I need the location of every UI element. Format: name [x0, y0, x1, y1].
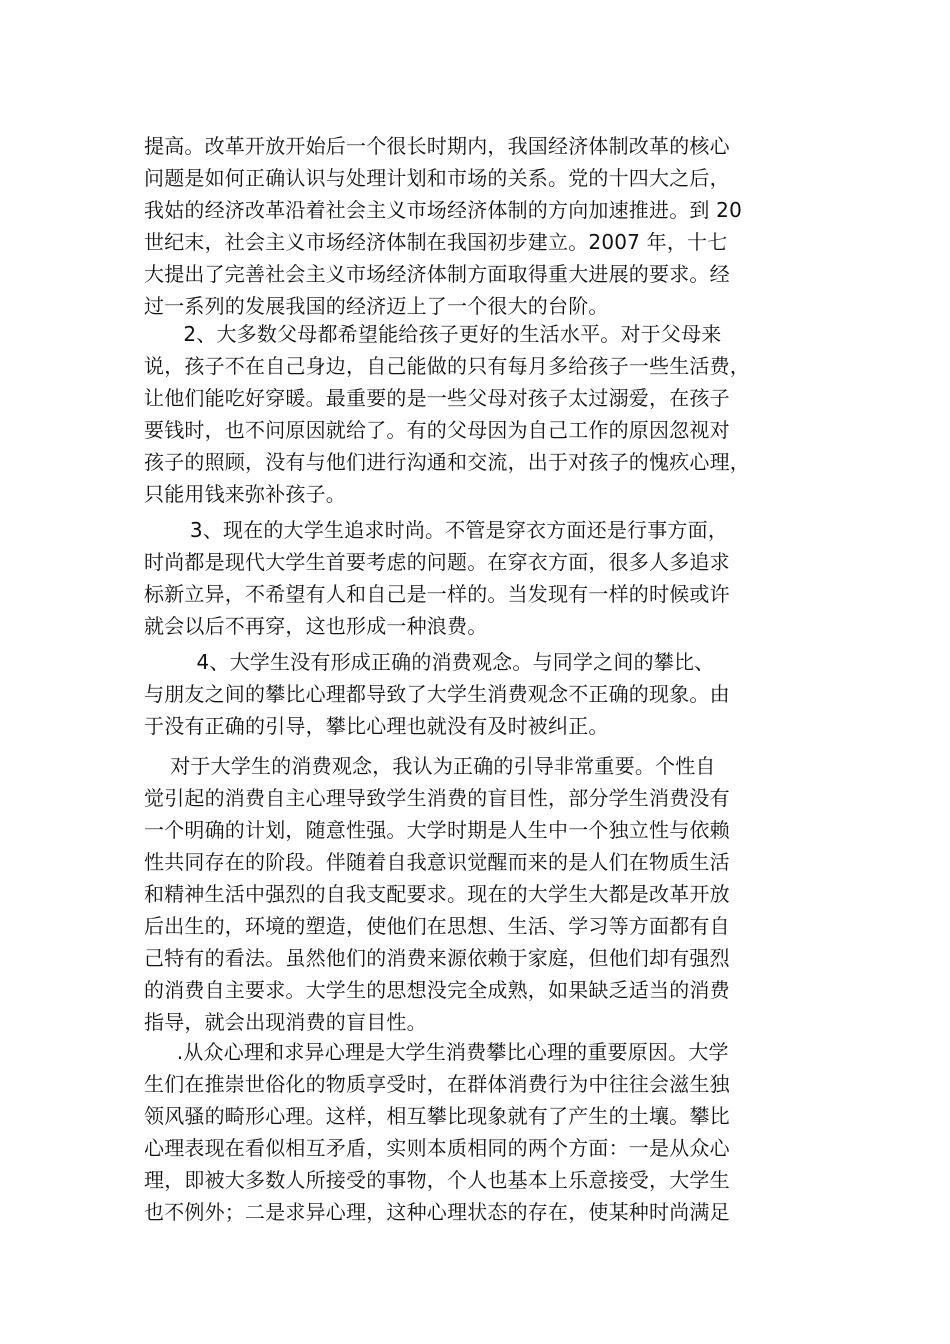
text-line: 的消费自主要求。大学生的思想没完全成熟，如果缺乏适当的消费 — [144, 978, 730, 1002]
text-line: 觉引起的消费自主心理导致学生消费的盲目性，部分学生消费没有 — [144, 786, 730, 810]
text-line: 只能用钱来弥补孩子。 — [144, 482, 346, 506]
paragraph-economic-reform — [144, 130, 806, 322]
text-line: 让他们能吃好穿暖。最重要的是一些父母对孩子太过溺爱，在孩子 — [144, 386, 730, 410]
text-line: .从众心理和求异心理是大学生消费攀比心理的重要原因。大学 — [144, 1040, 729, 1064]
text-line: 与朋友之间的攀比心理都导致了大学生消费观念不正确的现象。由 — [144, 682, 730, 706]
text-line: 孩子的照顾，没有与他们进行沟通和交流，出于对孩子的愧疚心理， — [144, 450, 750, 474]
text-line: 性共同存在的阶段。伴随着自我意识觉醒而来的是人们在物质生活 — [144, 850, 730, 874]
text-line: 指导，就会出现消费的盲目性。 — [144, 1010, 427, 1034]
text-line: 世纪末，社会主义市场经济体制在我国初步建立。2007 年，十七 — [144, 230, 728, 254]
text-line: 后出生的，环境的塑造，使他们在思想、生活、学习等方面都有自 — [144, 914, 730, 938]
text-line: 生们在推崇世俗化的物质享受时，在群体消费行为中往往会滋生独 — [144, 1072, 730, 1096]
text-line: 过一系列的发展我国的经济迈上了一个很大的台阶。 — [144, 294, 609, 318]
text-line: 4、大学生没有形成正确的消费观念。与同学之间的攀比、 — [144, 650, 715, 674]
text-line: 理，即被大多数人所接受的事物，个人也基本上乐意接受，大学生 — [144, 1168, 730, 1192]
text-line: 对于大学生的消费观念，我认为正确的引导非常重要。个性自 — [144, 754, 716, 778]
text-line: 于没有正确的引导，攀比心理也就没有及时被纠正。 — [144, 714, 609, 738]
text-line: 心理表现在看似相互矛盾，实则本质相同的两个方面：一是从众心 — [144, 1136, 730, 1160]
text-line: 2、大多数父母都希望能给孩子更好的生活水平。对于父母来 — [144, 322, 722, 346]
text-line: 领风骚的畸形心理。这样，相互攀比现象就有了产生的土壤。攀比 — [144, 1104, 730, 1128]
text-line: 标新立异，不希望有人和自己是一样的。当发现有一样的时候或许 — [144, 582, 730, 606]
paragraph-fashion — [144, 514, 806, 642]
text-line: 一个明确的计划，随意性强。大学时期是人生中一个独立性与依赖 — [144, 818, 730, 842]
text-line: 和精神生活中强烈的自我支配要求。现在的大学生大都是改革开放 — [144, 882, 730, 906]
text-line: 提高。改革开放开始后一个很长时期内，我国经济体制改革的核心 — [144, 134, 730, 158]
text-line: 己特有的看法。虽然他们的消费来源依赖于家庭，但他们却有强烈 — [144, 946, 730, 970]
text-line: 说，孩子不在自己身边，自己能做的只有每月多给孩子一些生活费， — [144, 354, 750, 378]
paragraph-consumption-concept — [144, 646, 806, 742]
paragraph-guidance — [144, 750, 806, 1038]
text-line: 也不例外；二是求异心理，这种心理状态的存在，使某种时尚满足 — [144, 1200, 730, 1224]
text-line: 就会以后不再穿，这也形成一种浪费。 — [144, 614, 488, 638]
text-line: 3、现在的大学生追求时尚。不管是穿衣方面还是行事方面， — [144, 518, 729, 542]
text-line: 时尚都是现代大学生首要考虑的问题。在穿衣方面，很多人多追求 — [144, 550, 730, 574]
text-line: 要钱时，也不问原因就给了。有的父母因为自己工作的原因忽视对 — [144, 418, 730, 442]
text-line: 大提出了完善社会主义市场经济体制方面取得重大进展的要求。经 — [144, 262, 730, 286]
text-line: 问题是如何正确认识与处理计划和市场的关系。党的十四大之后， — [144, 166, 730, 190]
paragraph-conformity-psychology — [144, 1036, 806, 1228]
text-line: 我姑的经济改革沿着社会主义市场经济体制的方向加速推进。到 20 — [144, 198, 743, 222]
paragraph-parents — [144, 318, 806, 510]
